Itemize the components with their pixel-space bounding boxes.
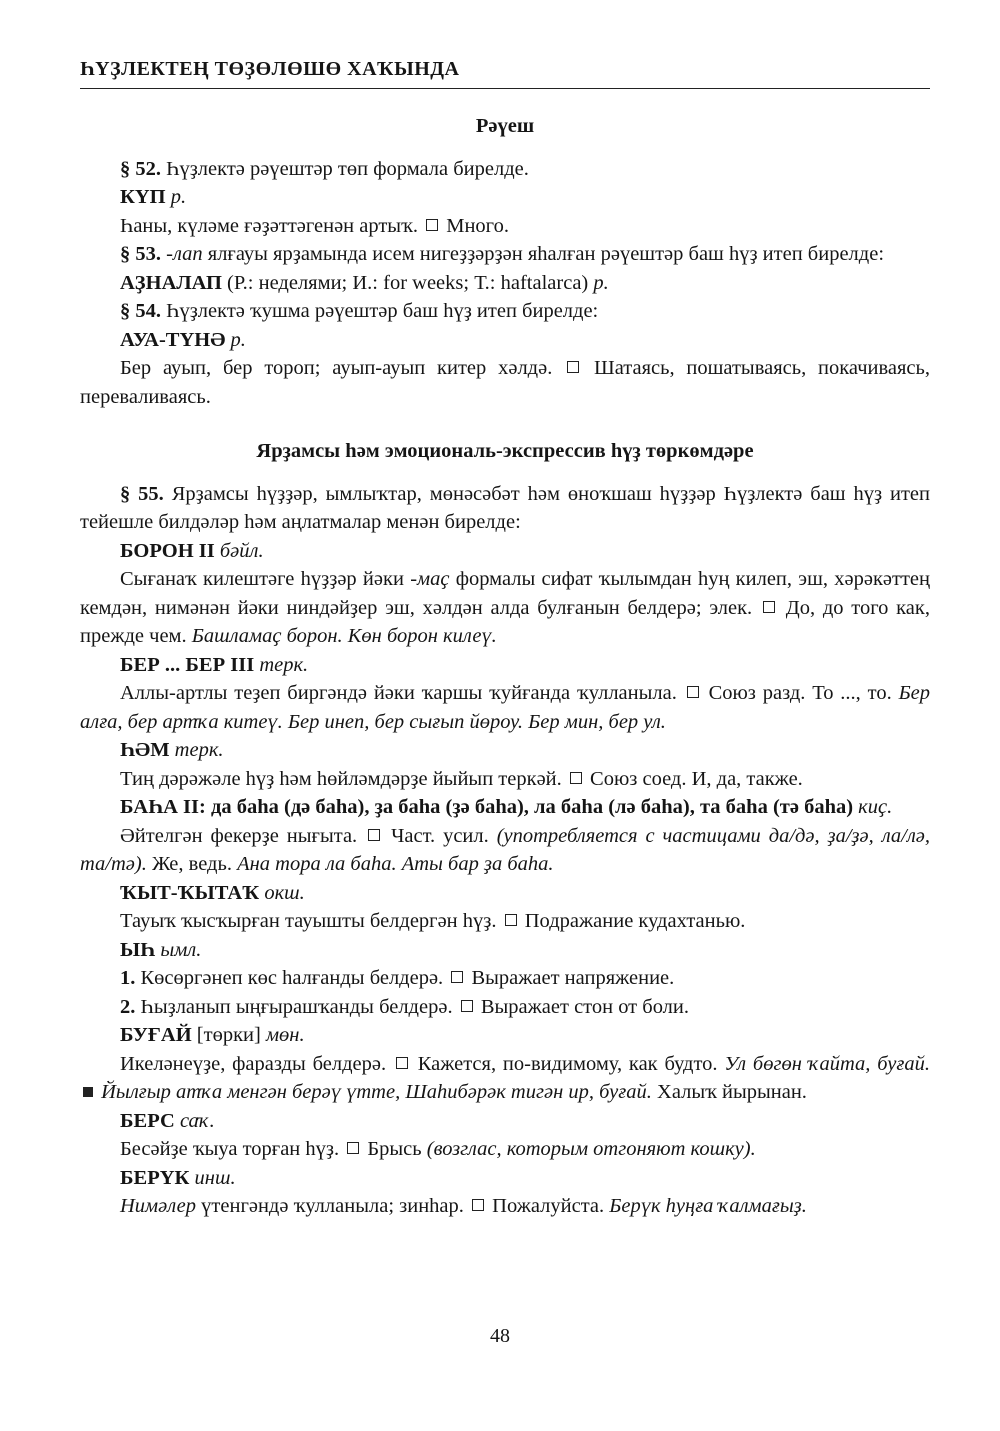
entry-ber: БЕР ... БЕР III терк. [120,653,309,676]
russian-marker-icon [451,971,463,983]
russian-marker-icon [687,686,699,698]
russian-marker-icon [570,772,582,784]
russian-marker-icon [567,361,579,373]
russian-marker-icon [368,829,380,841]
entry-aua-tune-definition: Бер ауып, бер тороп; ауып-ауып китер хәлдә. Шатаясь, пошатываясь, покачиваясь, переваливаясь. [80,357,930,408]
running-header: ҺҮҘЛЕКТЕҢ ТӨҘӨЛӨШӨ ХАҠЫНДА [80,58,930,89]
entry-kup: КҮП р. [120,186,187,208]
entry-beruk-definition: Нимәлер үтенгәндә ҡулланыла; зинһар. Пожалуйста. Берүк һуңға ҡалмағыҙ. [120,1195,807,1217]
paragraph-53: § 53. -лап ялғауы ярҙамында исем нигеҙҙәрҙән яһалған рәүештәр баш һүҙ итеп бирелде: [120,243,885,265]
paragraph-55: § 55. Ярҙамсы һүҙҙәр, ымлыҡтар, мөнәсәбәт һәм өноҡшаш һүҙҙәр Һүҙлектә баш һүҙ итеп тейешле билдәләр һәм аңлатмалар менән бирелде: [80,482,931,533]
entry-yh-sense-1: 1. Көсөргәнеп көс һалғанды белдерә. Выражает напряжение. [120,967,675,989]
entry-aua-tune: АУА-ТҮНӘ р. [120,328,246,351]
entry-ber-definition: Аллы-артлы теҙеп биргәндә йәки ҡаршы ҡуйғанда ҡулланыла. Союз разд. То ..., то. Бер алға, бер артҡа китеү. Бер инеп, бер сығып йөроу. Бер мин, бер ул. [80,682,931,733]
entry-kyt-kytak: ҠЫТ-ҠЫТАҠ окш. [120,881,305,904]
entry-ham-definition: Тиң дәрәжәле һүҙ һәм һөйләмдәрҙе йыйып теркәй. Союз соед. И, да, также. [120,767,803,790]
russian-marker-icon [472,1199,484,1211]
entry-aznalap: АҘНАЛАП (Р.: неделями; И.: for weeks; Т.: haftalarca) р. [120,271,609,294]
entry-baha: БАҺА II: да баhа (дә баhа), ҙа баhа (ҙә баhа), ла баhа (лә баhа), та баhа (тә баhа) киҫ. [120,796,893,818]
section-title-auxiliary: Ярҙамсы һәм эмоциональ-экспрессив һүҙ төркөмдәре [256,440,754,462]
paragraph-52: § 52. Һүҙлектә рәүештәр төп формала бирелде. [120,157,529,180]
entry-bugai-definition: Икеләнеүҙе, фаразды белдерә. Кажется, по-видимому, как будто. Ул бөгөн ҡайта, буғай. Йылғыр атҡа менгән берәү үтте, Шаһибәрәк тигән ир, буғай. Халыҡ йырынан. [80,1050,930,1107]
entry-ham: ҺӘМ терк. [120,739,224,761]
entry-bers: БЕРС саҡ. [120,1109,215,1132]
entry-kyt-kytak-definition: Тауыҡ ҡысҡырған тауышты белдергән һүҙ. Подражание кудахтанью. [120,910,746,932]
entry-bers-definition: Бесәйҙе ҡыуа торған һүҙ. Брысь (возглас, которым отгоняют кошку). [120,1138,756,1160]
entry-beruk: БЕРҮК инш. [120,1166,236,1189]
entry-boron: БОРОН II бәйл. [120,539,264,562]
entry-yh: ЫҺ ымл. [120,938,202,961]
entry-kup-definition: Һаны, күләме ғәҙәттәгенән артыҡ. Много. [120,214,509,237]
paragraph-54: § 54. Һүҙлектә ҡушма рәүештәр баш һүҙ итеп бирелде: [120,300,599,322]
russian-marker-icon [426,219,438,231]
russian-marker-icon [505,914,517,926]
entry-baha-definition: Әйтелгән фекерҙе нығыта. Част. усил. (употребляется с частицами да/дә, ҙа/ҙә, ла/лә, та/тә). Же, ведь. Ана тора ла баhа. Аты бар ҙа баhа. [80,824,931,875]
russian-marker-icon [461,1000,473,1012]
page-content [80,112,930,1221]
entry-bugai: БУҒАЙ [төрки] мөн. [120,1024,305,1046]
entry-yh-sense-2: 2. Һыҙланып ыңғырашҡанды белдерә. Выражает стон от боли. [120,995,690,1018]
russian-marker-icon [396,1057,408,1069]
russian-marker-icon [763,601,775,613]
example-marker-icon [83,1087,93,1097]
entry-boron-definition: Сығанаҡ килештәге һүҙҙәр йәки -маҫ формалы сифат ҡылымдан һуң килеп, эш, хәрәкәттең кемдән, нимәнән йәки ниндәйҙер эш, хәлдән алда булғанын белдерә; элек. До, до того как, прежде чем. Башламаҫ борон. Көн борон килеү. [80,568,930,647]
section-title-adverb: Рәүеш [475,115,535,137]
russian-marker-icon [347,1142,359,1154]
page-number: 48 [490,1325,510,1347]
